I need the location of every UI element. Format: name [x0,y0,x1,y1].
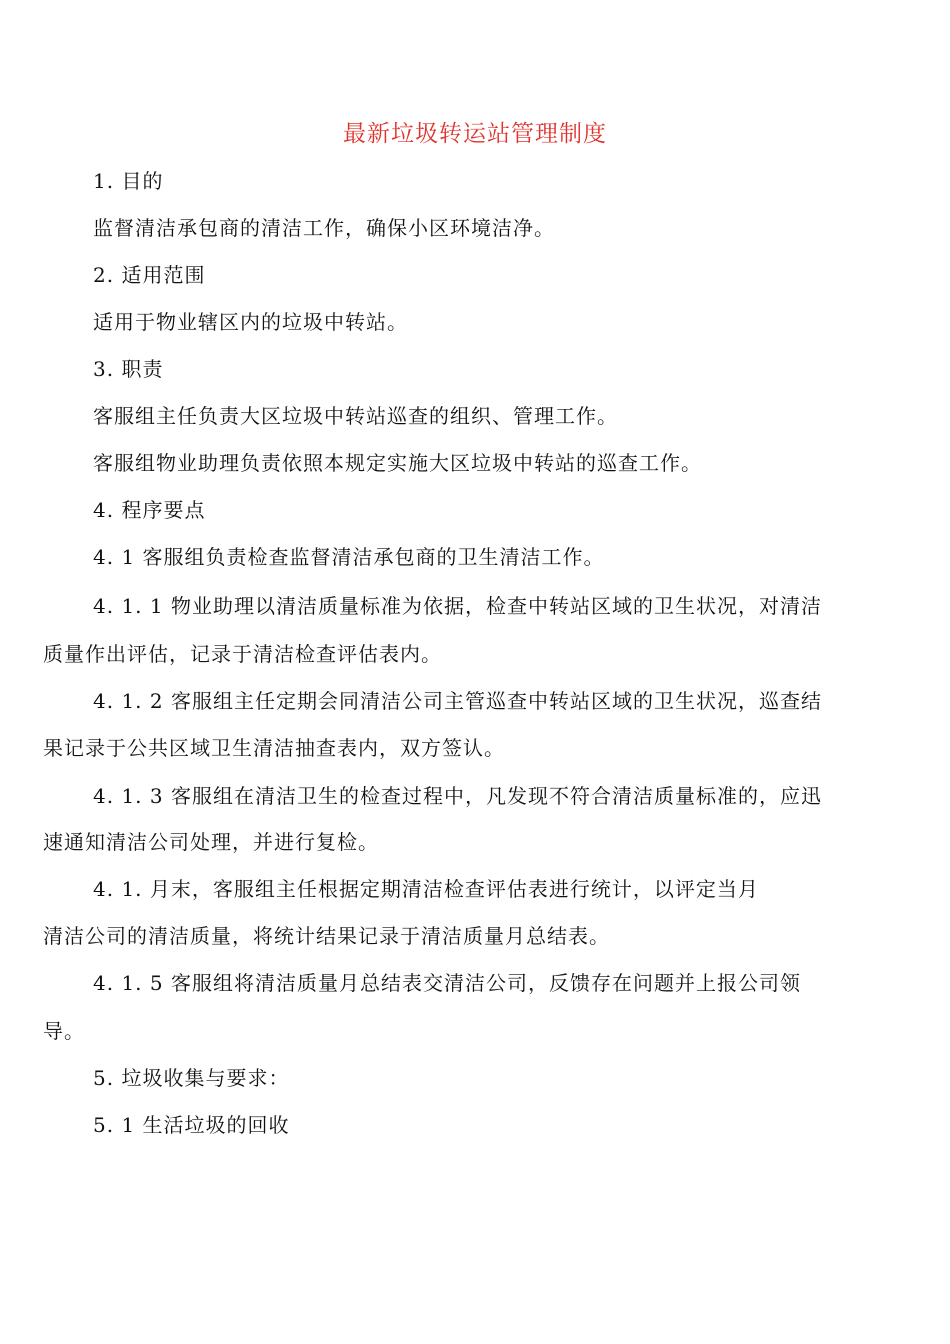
paragraph-4-1: 4. 1 客服组负责检查监督清洁承包商的卫生清洁工作。 [93,545,605,569]
paragraph-4-1-2-line-1: 4. 1. 2 客服组主任定期会同清洁公司主管巡查中转站区域的卫生状况，巡查结 [93,689,822,713]
paragraph-scope: 适用于物业辖区内的垃圾中转站。 [93,310,408,334]
paragraph-4-1-5-line-2: 导。 [43,1019,85,1043]
document-title: 最新垃圾转运站管理制度 [343,121,607,147]
paragraph-4-1-4-line-2: 清洁公司的清洁质量，将统计结果记录于清洁质量月总结表。 [43,924,610,948]
paragraph-4-1-3-line-2: 速通知清洁公司处理，并进行复检。 [43,830,379,854]
paragraph-5-1: 5. 1 生活垃圾的回收 [93,1113,290,1137]
section-1-heading: 1. 目的 [93,169,164,193]
paragraph-purpose: 监督清洁承包商的清洁工作，确保小区环境洁净。 [93,216,555,240]
paragraph-4-1-1-line-1: 4. 1. 1 物业助理以清洁质量标准为依据，检查中转站区域的卫生状况，对清洁 [93,594,822,618]
section-5-heading: 5. 垃圾收集与要求： [93,1066,290,1090]
section-3-heading: 3. 职责 [93,357,164,381]
paragraph-4-1-1-line-2: 质量作出评估，记录于清洁检查评估表内。 [43,642,442,666]
section-4-heading: 4. 程序要点 [93,498,206,522]
paragraph-4-1-5-line-1: 4. 1. 5 客服组将清洁质量月总结表交清洁公司，反馈存在问题并上报公司领 [93,971,801,995]
paragraph-duty-2: 客服组物业助理负责依照本规定实施大区垃圾中转站的巡查工作。 [93,451,702,475]
paragraph-4-1-2-line-2: 果记录于公共区域卫生清洁抽查表内，双方签认。 [43,736,505,760]
section-2-heading: 2. 适用范围 [93,263,206,287]
paragraph-4-1-3-line-1: 4. 1. 3 客服组在清洁卫生的检查过程中，凡发现不符合清洁质量标准的，应迅 [93,784,822,808]
paragraph-4-1-4-line-1: 4. 1. 月末，客服组主任根据定期清洁检查评估表进行统计，以评定当月 [93,877,759,901]
paragraph-duty-1: 客服组主任负责大区垃圾中转站巡查的组织、管理工作。 [93,404,618,428]
